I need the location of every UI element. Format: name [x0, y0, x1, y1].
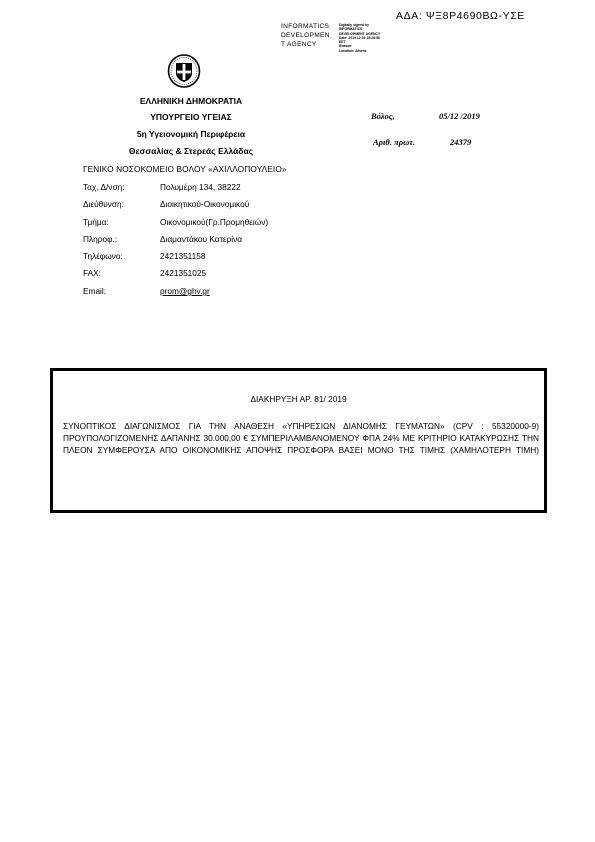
info-value: 2421351158	[160, 251, 206, 261]
info-label: Διεύθυνση:	[83, 199, 124, 209]
notice-box	[50, 368, 547, 513]
signature-detail-line: DEVELOPMENT AGENCY	[339, 31, 381, 36]
protocol-label: Αριθ. πρωτ.	[373, 137, 416, 147]
document-date: 05/12 /2019	[439, 111, 480, 121]
signature-detail-line: Digitally signed by	[339, 23, 369, 27]
signature-detail-line: Date: 2019.12.05 15:28:56	[339, 35, 380, 40]
signature-org-line: T AGENCY	[281, 41, 317, 48]
ada-code: ΑΔΑ: ΨΞ8Ρ4690ΒΩ-ΥΣΕ	[396, 10, 525, 22]
info-label: FAX:	[83, 268, 101, 278]
signature-detail-line: EET	[339, 40, 346, 45]
info-value: Πολυμέρη 134, 38222	[160, 182, 241, 192]
greek-coat-of-arms-icon	[167, 54, 201, 88]
digital-signature-details	[339, 23, 380, 53]
notice-text: ΣΥΝΟΠΤΙΚΟΣ ΔΙΑΓΩΝΙΣΜΟΣ ΓΙΑ ΤΗΝ ΑΝΑΘΕΣΗ «ΥΠΗΡΕΣΙΩΝ ΔΙΑΝΟΜΗΣ ΓΕΥΜΑΤΩΝ» (CPV : 55320000-9) ΠΡΟΥΠΟΛΟΓΙΖΟΜΕΝΗΣ ΔΑΠΑΝΗΣ 30.000,00 € ΣΥΜΠΕΡΙΛΑΜΒΑΝΟΜΕΝΟΥ ΦΠΑ 24% ΜΕ ΚΡΙΤΗΡΙΟ ΚΑΤΑΚΥΡΩΣΗΣ ΤΗΝ ΠΛΕΟΝ ΣΥΜΦΕΡΟΥΣΑ ΑΠΟ ΟΙΚΟΝΟΜΙΚΗΣ ΑΠΟΨΗΣ ΠΡΟΣΦΟΡΑ ΒΑΣΕΙ ΜΟΝΟ ΤΗΣ ΤΙΜΗΣ (ΧΑΜΗΛΟΤΕΡΗ ΤΙΜΗ)	[63, 421, 539, 455]
notice-title: ΔΙΑΚΗΡΥΞΗ ΑΡ. 81/ 2019	[250, 394, 347, 404]
header-country: ΕΛΛΗΝΙΚΗ ΔΗΜΟΚΡΑΤΙΑ	[139, 96, 243, 106]
header-ministry: ΥΠΟΥΡΓΕΙΟ ΥΓΕΙΑΣ	[150, 112, 232, 122]
info-label: Email:	[83, 286, 107, 296]
protocol-number: 24379	[450, 137, 472, 147]
info-value: Διοικητικού-Οικονομικού	[160, 199, 250, 209]
hospital-name: ΓΕΝΙΚΟ ΝΟΣΟΚΟΜΕΙΟ ΒΟΛΟΥ «ΑΧΙΛΛΟΠΟΥΛΕΙΟ»	[83, 164, 287, 174]
info-label: Τμήμα:	[83, 217, 109, 227]
place-label: Βόλος,	[371, 111, 395, 121]
signature-org-name	[281, 22, 330, 49]
signature-org-line: DEVELOPMEN	[281, 32, 330, 39]
info-value: 2421351025	[160, 268, 207, 278]
info-label: Ταχ. Δ/νση:	[83, 182, 125, 192]
info-label: Πληροφ.:	[83, 234, 118, 244]
info-value: Διαμαντάκου Κατερίνα	[160, 234, 243, 244]
signature-detail-line: Location: Athens	[339, 48, 367, 53]
email-link[interactable]: prom@ghv.gr	[160, 286, 210, 296]
info-value: Οικονομικού(Γρ.Προμηθειών)	[160, 217, 269, 227]
info-label: Τηλέφωνο:	[83, 251, 123, 261]
header-region: 5η Υγειονομική Περιφέρεια	[136, 129, 246, 139]
signature-detail-line: Reason:	[339, 44, 353, 49]
header-region-name: Θεσσαλίας & Στερεάς Ελλάδας	[128, 146, 254, 156]
signature-detail-line: INFORMATICS	[339, 27, 363, 32]
signature-org-line: INFORMATICS	[281, 23, 330, 30]
